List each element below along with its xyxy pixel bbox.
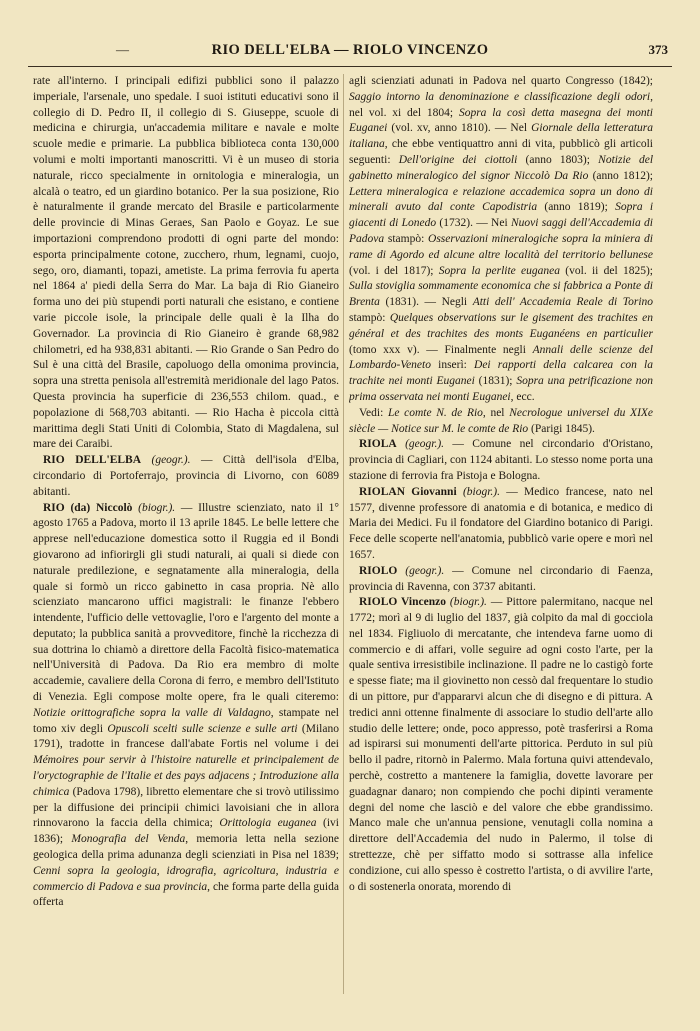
work-title: Annali delle scienze del Lombardo-Veneto <box>349 343 653 372</box>
running-header <box>28 42 672 64</box>
entry-rio-niccolo <box>33 501 339 912</box>
entry-riolo-vincenzo <box>349 595 653 895</box>
work-title: Sopra i giacenti di Lonedo <box>349 201 653 230</box>
entry-category: (geogr.). <box>405 564 445 577</box>
work-title: Notizie del gabinetto mineralogico del signor Niccolò Da Rio <box>349 153 653 182</box>
rio-niccolo-continuation <box>349 74 653 406</box>
entry-text: — Comune nel circondario di Faenza, provincia di Ravenna, con 3737 abitanti. <box>349 564 653 593</box>
running-title: RIO DELL'ELBA — RIOLO VINCENZO <box>211 42 489 58</box>
work-title: Atti dell' Accademia Reale di Torino <box>472 296 653 309</box>
entry-text: (vol. xv, anno 1810). — Nel <box>391 122 528 135</box>
work-title: Sopra la perlite euganea <box>438 264 561 277</box>
entry-text: (vol. ii del 1825); <box>565 264 653 277</box>
headword: RIO (da) Niccolò <box>43 501 133 514</box>
work-title: Mémoires pour servir à l'histoire naturelle et principalement de l'oryctographie de l'Italie et des pays adjacens ; Introduzione alla chimica <box>33 754 339 798</box>
left-column <box>33 74 339 1004</box>
headword: RIOLO Vincenzo <box>359 596 446 609</box>
entry-text: , memoria letta nella sezione geologica della prima adunanza degli scienziati in Pisa nel 1839; <box>33 833 339 862</box>
work-title: Sopra la così detta masegna dei monti Euganei <box>349 106 653 135</box>
entry-text: — Comune nel circondario d'Oristano, provincia di Cagliari, con 1124 abitanti. Lo stesso nome porta una stazione di ferrovia fra Pistoja e Bologna. <box>349 438 653 482</box>
work-title: Le comte N. de Rio <box>387 406 483 419</box>
see-also-note <box>349 406 653 438</box>
headword: RIOLAN Giovanni <box>359 485 457 498</box>
entry-riola <box>349 437 653 484</box>
entry-text: (anno 1819); <box>544 201 608 214</box>
header-dash: — <box>116 42 129 57</box>
column-divider <box>343 74 344 994</box>
entry-category: (biogr.). <box>138 501 176 514</box>
work-title: Saggio intorno la denominazione e classificazione degli odori <box>349 90 651 103</box>
work-title: Quelques observations sur le gisement des trachites en général et des trachites des monts Euganéens en particulier <box>349 311 653 340</box>
entry-text: — Città dell'isola d'Elba, circondario di Portoferrajo, provincia di Livorno, con 6089 abitanti. <box>33 454 339 498</box>
entry-text: (1831). — Negli <box>385 296 468 309</box>
entry-text: (Parigi 1845). <box>531 422 595 435</box>
entry-text: , nel vol. xi del 1804; <box>349 90 653 119</box>
work-title: Monografia del Venda <box>71 833 186 846</box>
work-title: Dei rapporti della calcarea con la trachite nei monti Euganei <box>349 359 653 388</box>
work-title: Osservazioni mineralogiche sopra la miniera di rame di Agordo ed alcune altre località del territorio bellunese <box>349 232 653 261</box>
entry-category: (biogr.). <box>449 596 487 609</box>
entry-text: , che ebbe ventiquattro anni di vita, pubblicò gli articoli seguenti: <box>349 138 653 166</box>
work-title: Notizie orittografiche sopra la valle di Valdagno <box>33 706 271 719</box>
work-title: Dell'origine dei ciottoli <box>398 153 518 166</box>
right-column <box>349 74 653 1004</box>
entry-text: (Milano 1791), tradotte in francese dall'abate Fortis nel volume i dei <box>33 722 339 751</box>
entry-category: (geogr.). <box>405 438 445 451</box>
work-title: Orittologia euganea <box>219 817 317 830</box>
entry-text: — Illustre scienziato, nato il 1° agosto 1765 a Padova, morto il 13 aprile 1845. Le belle lettere che apprese nell'educazione domestica sotto il Ruggia ed il Bondi giovarono ad infiorirgli gli studi naturali, ai quali si diede con naturale predilezione, e segnatamente alla mineralogia, della quale si formò un ricco gabinetto in casa propria. Nè allo scienziato mancarono uffici magistrali: le finanze l'ebbero intendente, l'ufficio delle vettovaglie, l'oro e l'argento del monte a deputato; la pubblica sanità a provveditore, finchè la ricchezza di sua dottrina lo chiamò a direttore della Facoltà fisico-matematica nell'Università di Padova. Da Rio era membro di molte accademie, cavaliere della Corona di ferro, e membro dell'Istituto di Venezia. Egli compose molte opere, fra le quali citeremo: <box>33 501 339 704</box>
work-title: Necrologue universel du XIXe siècle — Notice sur M. le comte de Rio <box>349 406 653 435</box>
headword: RIOLO <box>359 564 398 577</box>
entry-rio-dell-elba <box>33 453 339 500</box>
entry-category: (biogr.). <box>462 485 500 498</box>
entry-text: (tomo xxx v). — Finalmente negli <box>349 343 526 356</box>
entry-text: (anno 1812); <box>592 169 653 182</box>
entry-text: (vol. i del 1817); <box>349 264 434 277</box>
entry-text: , stampate nel tomo xiv degli <box>33 706 339 735</box>
work-title: Lettera mineralogica e relazione accademica sopra un dono di minerali avuto dal conte Capodistria <box>349 185 653 214</box>
entry-riolan-giovanni <box>349 485 653 564</box>
entry-text: (1831); <box>478 375 513 388</box>
entry-text: stampò: <box>387 232 425 245</box>
header-rule <box>28 66 672 67</box>
page-number: 373 <box>648 42 668 57</box>
entry-text: (1732). — Nei <box>439 217 508 230</box>
headword: RIO DELL'ELBA <box>43 454 142 467</box>
entry-category: (geogr.). <box>151 454 191 467</box>
entry-text: inserì: <box>438 359 467 372</box>
entry-text: agli scienziati adunati in Padova nel quarto Congresso (1842); <box>349 75 653 87</box>
rio-de-janeiro-continuation: rate all'interno. I principali edifizi pubblici sono il palazzo imperiale, l'arsenale, uno spedale. I suoi istituti educativi sono il collegio di D. Pedro II, il collegio di S. Giuseppe, scuole di medicina e chirurgia, un'accademia militare e navale e molte scuole medie e primarie. La pubblica biblioteca conta 130,000 volumi e molti importanti manoscritti. Vi è un museo di storia naturale, ricco specialmente in ornitologia e mineralogia, un alcalà o teatro, ed un giardino botanico. Per la sua posizione, Rio è naturalmente il grande mercato del Brasile e particolarmente delle provincie di Minas Geraes, San Paolo e Goyaz. Le sue importazioni comprendono prodotti di ogni parte del mondo: esporta principalmente cotone, zucchero, rhum, legnami, cuojo, sego, oro, diamanti, topazi, ametiste. La prima ferrovia fu aperta nel 1864 a' piedi della Serra do Mar. La baja di Rio Gianeiro forma uno dei più stupendi porti naturali che esistano, e contiene varie piccole isole, la principale delle quali è la Ilha do Governador. La provincia di Rio Gianeiro è grande 68,982 chilometri, ed ha 938,831 abitanti. — Rio Grande o San Pedro do Sul è una città del Brasile, capoluogo della omonima provincia, sopra una stretta penisola all'estremità meridionale del lago Patos. Questa provincia ha superficie di 236,553 chilom. quad., e popolazione di 568,703 abitanti. — Rio Hacha è piccola città marittima degli Stati Uniti di Colombia, Stato di Magdalena, sul mare dei Caraibi. <box>33 75 339 451</box>
entry-text: (anno 1803); <box>525 153 590 166</box>
work-title: Sopra una petrificazione non prima osservata nei monti Euganei <box>349 375 653 403</box>
entry-text: stampò: <box>349 311 386 324</box>
entry-text: (ivi 1836); <box>33 817 339 846</box>
see-also-lead: Vedi: <box>359 406 384 419</box>
work-title: Opuscoli scelti sulle scienze e sulle arti <box>107 722 298 735</box>
work-title: Giornale della letteratura italiana <box>349 122 653 151</box>
entry-text: , ecc. <box>510 390 535 403</box>
entry-text: , che forma parte della guida offerta <box>33 880 339 909</box>
headword: RIOLA <box>359 438 397 451</box>
entry-text: , nel <box>482 406 505 419</box>
entry-riolo <box>349 564 653 596</box>
work-title: Nuovi saggi dell'Accademia di Padova <box>349 217 653 245</box>
entry-text: (Padova 1798), libretto elementare che si trovò utilissimo per la diffusione dei principii chimici lavoisiani che in allora rinnovarono la faccia della chimica; <box>33 785 339 830</box>
work-title: Sulla stoviglia sommamente economica che si fabbrica a Ponte di Brenta <box>349 280 653 309</box>
entry-text: — Pittore palermitano, nacque nel 1772; morì al 9 di luglio del 1837, già colpito da mal di gocciola nel 1834. Figliuolo di mercatante, che intendeva farne uomo di commercio e di affari, volle seguire ad ogni costo l'arte, per la quale sentiva irresistibile inclinazione. Il padre ne lo castigò forte e spesse fiate; ma il giovinetto non cessò dal frequentare lo studio di un pittore, pur d'appararvi alcun che di disegno e di pittura. A tredici anni ottenne finalmente di associare lo studio dell'arte allo studio delle lettere; onde, poco appresso, potè trasferirsi a Roma ad ispirarsi sui monumenti dell'arte pittorica. Perduto in sul più bello il padre, ritornò in Palermo. Mala fortuna quivi attendevalo, perchè, costretto a mantenere la famiglia, dovette lavorare per guadagnar danaro; non compiendo che pochi dipinti veramente degni del nome che lasciò e del valore che ebbe grandissimo. Manco male che un'annua pensione, venutagli colla nomina a direttore dell'Accademia del nudo in Palermo, il tolse di strettezze, chè per siffatto modo si sottrasse alla infelice condizione, cui allo spesso è costretto l'artista, o di avvilire l'arte, o di sostenerla onorata, morendo di <box>349 596 653 893</box>
entry-text: — Medico francese, nato nel 1577, divenne professore di anatomia e di botanica, e medico di Maria dei Medici. Fu il fondatore del Giardino botanico di Parigi. Fece delle scoperte nell'anatomia, pubblicò varie opere e morì nel 1657. <box>349 485 653 561</box>
work-title: Cenni sopra la geologia, idrografia, agricoltura, industria e commercio di Padova e sua provincia <box>33 864 339 893</box>
